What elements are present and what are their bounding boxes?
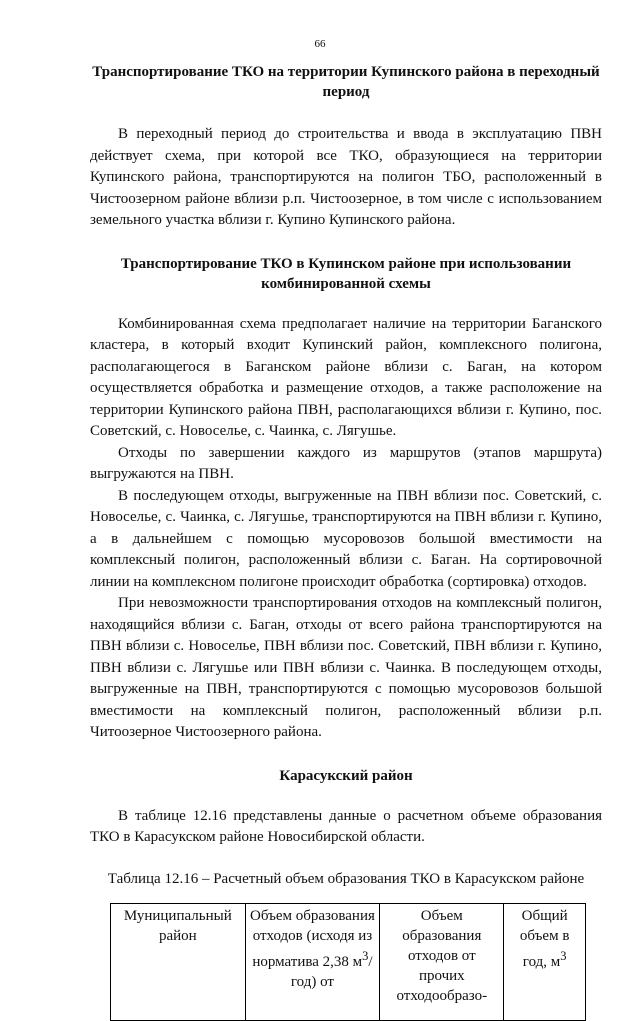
section-heading-transitional: Транспортирование ТКО на территории Купинского района в переходный период bbox=[92, 64, 600, 100]
paragraph-table-intro: В таблице 12.16 представлены данные о расчетном объеме образования ТКО в Карасукском районе Новосибирской области. bbox=[90, 807, 602, 845]
paragraph-unloading: Отходы по завершении каждого из маршрутов (этапов маршрута) выгружаются на ПВН. bbox=[90, 444, 602, 482]
paragraph-alternative-transport: При невозможности транспортирования отходов на комплексный полигон, находящийся вблизи с. Баган, отходы от всего района транспортируются на ПВН вблизи с. Новоселье, ПВН вблизи пос. Советский, ПВН вблизи г. Купино, ПВН вблизи с. Лягушье или ПВН вблизи с. Чаинка. В последующем отходы, выгруженные на ПВН, транспортируются с помощью мусоровозов большой вместимости на комплексный полигон, расположенный вблизи р.п. Читоозерное Чистоозерного района. bbox=[90, 595, 602, 740]
header-cell-other-volume: Объем образования отходов от прочих отходообразо- bbox=[380, 904, 504, 1021]
section-heading-karasuk: Карасукский район bbox=[279, 767, 413, 784]
header-cell-district: Муниципальный район bbox=[111, 904, 246, 1021]
paragraph-transitional-scheme: В переходный период до строительства и ввода в эксплуатацию ПВН действует схема, при которой все ТКО, образующиеся на территории Купинского района, транспортируются на полигон ТБО, расположенный в Чистоозерном районе вблизи р.п. Чистоозерное, в том числе с использованием земельного участка вблизи г. Купино Купинского района. bbox=[90, 126, 602, 228]
paragraph-further-transport: В последующем отходы, выгруженные на ПВН вблизи пос. Советский, с. Новоселье, с. Чаинка, с. Лягушье, транспортируются на ПВН вблизи г. Купино, а в дальнейшем с помощью мусоровозов большой вместимости на комплексный полигон, расположенный вблизи с. Баган. На сортировочной линии на комплексном полигоне происходит обработка (сортировка) отходов. bbox=[90, 487, 602, 590]
table-header-row bbox=[111, 904, 586, 1021]
paragraph-combined-scheme: Комбинированная схема предполагает наличие на территории Баганского кластера, в который входит Купинский район, комплексного полигона, располагающегося в Баганском районе вблизи с. Баган, на котором осуществляется обработка и размещение отходов, а также расположение на территории Купинского района ПВН, располагающихся вблизи г. Купино, пос. Советский, с. Новоселье, с. Чаинка, с. Лягушье. bbox=[90, 315, 602, 439]
waste-volume-table bbox=[110, 903, 586, 1021]
table-caption: Таблица 12.16 – Расчетный объем образования ТКО в Карасукском районе bbox=[107, 870, 585, 887]
page-number: 66 bbox=[314, 38, 326, 50]
section-heading-combined-scheme: Транспортирование ТКО в Купинском районе при использовании комбинированной схемы bbox=[120, 255, 572, 292]
header-cell-total-volume: Общий объем в год, $м^3$ bbox=[504, 904, 586, 1021]
document-body bbox=[90, 62, 602, 1021]
header-cell-norm-volume: Объем образования отходов (исходя из норматива 2,38 $м^3/год$) от bbox=[245, 904, 380, 1021]
